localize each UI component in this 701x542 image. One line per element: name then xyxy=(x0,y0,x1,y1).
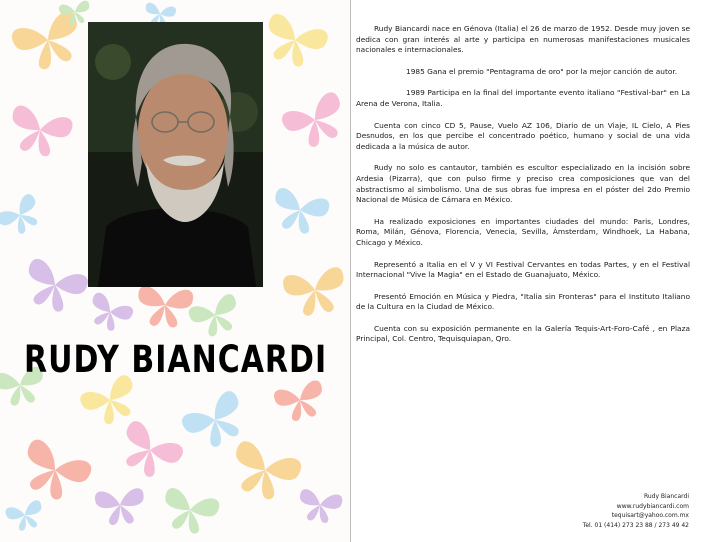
bio-paragraph: Cuenta con su exposición permanente en la Galería Tequis-Art-Foro-Café , en Plaza Principal, Col. Centro, Tequisquiapan, Qro. xyxy=(356,323,690,344)
portrait-photo xyxy=(88,22,263,287)
cover-panel xyxy=(0,0,350,542)
bio-paragraph: Representó a Italia en el V y VI Festival Cervantes en todas Partes, y en el Festival Internacional "Vive la Magia" en el Estado de Guanajuato, México. xyxy=(356,259,690,280)
contact-name: Rudy Biancardi xyxy=(643,493,689,500)
contact-phone: Tel. 01 (414) 273 23 88 / 273 49 42 xyxy=(582,521,689,529)
artist-name-title: RUDY BIANCARDI xyxy=(24,338,328,382)
bio-paragraph: Presentó Emoción en Música y Piedra, "Italia sin Fronteras" para el Instituto Italiano de la Cultura en la Ciudad de México. xyxy=(356,291,690,312)
contact-email[interactable]: tequisart@yahoo.com.mx xyxy=(611,512,689,519)
bio-paragraph: Rudy no solo es cantautor, también es escultor especializado en la incisión sobre Ardesia (Pizarra), que con pulso firme y preciso crea composiciones que van del abstractismo al simbolismo. Una de sus obras fue impresa en el póster del 2do Premio Nacional de Música de Cámara en México. xyxy=(356,163,690,205)
contact-website[interactable]: www.rudybiancardi.com xyxy=(616,502,689,510)
bio-paragraph: Rudy Biancardi nace en Génova (Italia) el 26 de marzo de 1952. Desde muy joven se dedica con gran interés al arte y participa en numerosas manifestaciones musicales nacionales e internacionales. xyxy=(356,24,690,55)
biography-text xyxy=(356,24,690,356)
bio-paragraph: 1989 Participa en la final del importante evento italiano "Festival-bar" en La Arena de Verona, Italia. xyxy=(356,88,690,108)
bio-paragraph: Cuenta con cinco CD 5, Pause, Vuelo AZ 106, Diario de un Viaje, IL Cielo, A Pies Desnudos, en los que percibe el concentrado poético, humano y social de una vida dedicada a la música de autor. xyxy=(356,120,690,151)
bio-paragraph: Ha realizado exposiciones en importantes ciudades del mundo: Paris, Londres, Roma, Milán, Génova, Florencia, Venecia, Sevilla, Ámsterdam, Windhoek, La Habana, Chicago y México. xyxy=(356,216,690,247)
bio-paragraph: 1985 Gana el premio "Pentagrama de oro" por la mejor canción de autor. xyxy=(406,66,678,76)
contact-block xyxy=(583,492,689,530)
